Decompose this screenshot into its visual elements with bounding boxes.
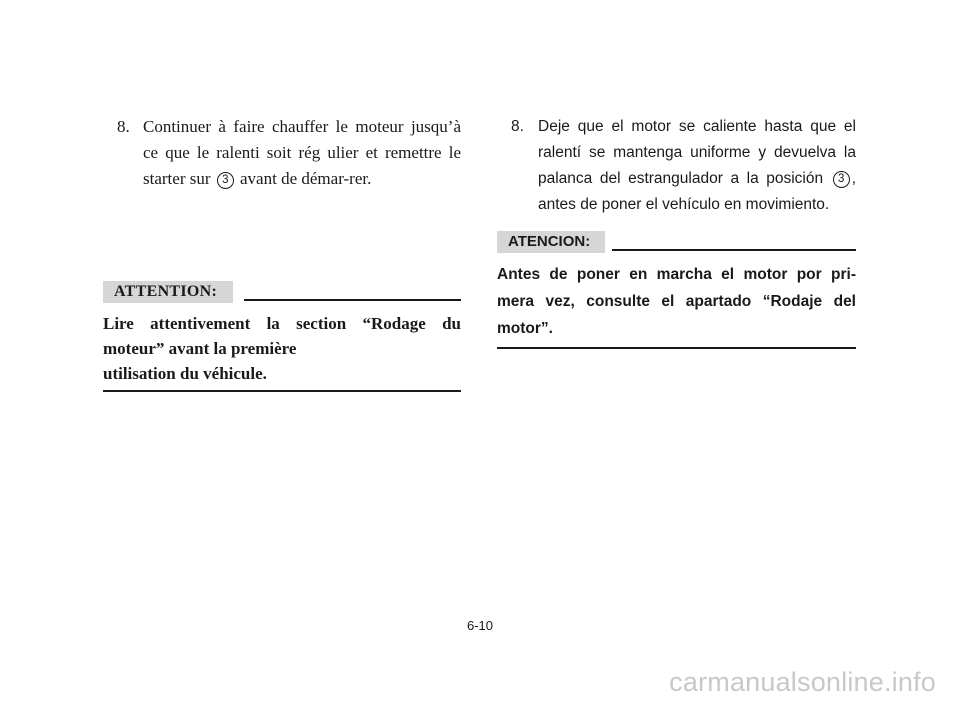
notice-label: ATENCION:: [497, 231, 605, 253]
notice-rule-bottom: [103, 390, 461, 392]
step-text: Continuer à faire chauffer le moteur jusqu’à ce que le ralenti soit rég ulier et remettre le starter sur 3 avant de démar-rer.: [143, 117, 461, 188]
french-column: [103, 114, 461, 192]
notice-line: Lire attentivement la section “Rodage du: [103, 314, 461, 333]
step-text: Deje que el motor se caliente hasta que el ralentí se mantenga uniforme y devuelva la palanca del estrangulador a la posición 3 , antes de poner el vehículo en movimiento.: [538, 118, 856, 213]
notice-line: Antes de poner en marcha el motor por pri-: [497, 266, 856, 283]
step-number: 8.: [511, 118, 524, 135]
notice-header: [497, 231, 856, 253]
page-number: 6-10: [466, 618, 494, 633]
attention-notice-fr: [103, 281, 461, 392]
step-8-fr: [103, 114, 461, 192]
notice-rule-bottom: [497, 347, 856, 349]
notice-line: motor”.: [497, 320, 553, 337]
reference-circle-icon: 3: [217, 172, 234, 189]
reference-circle-icon: 3: [833, 171, 850, 188]
notice-rule-top: [612, 249, 856, 251]
notice-label: ATTENTION:: [103, 281, 233, 303]
notice-line: utilisation du véhicule.: [103, 364, 267, 383]
notice-line: moteur” avant la première: [103, 339, 297, 358]
step-number: 8.: [117, 117, 130, 136]
atencion-notice-es: [497, 231, 856, 349]
notice-header: [103, 281, 461, 303]
spanish-column: [497, 114, 856, 218]
notice-body: [103, 311, 461, 386]
notice-line: mera vez, consulte el apartado “Rodaje del: [497, 293, 856, 310]
notice-rule-top: [244, 299, 461, 301]
notice-body: [497, 261, 856, 342]
watermark: carmanualsonline.info: [669, 667, 936, 697]
step-8-es: [497, 114, 856, 218]
